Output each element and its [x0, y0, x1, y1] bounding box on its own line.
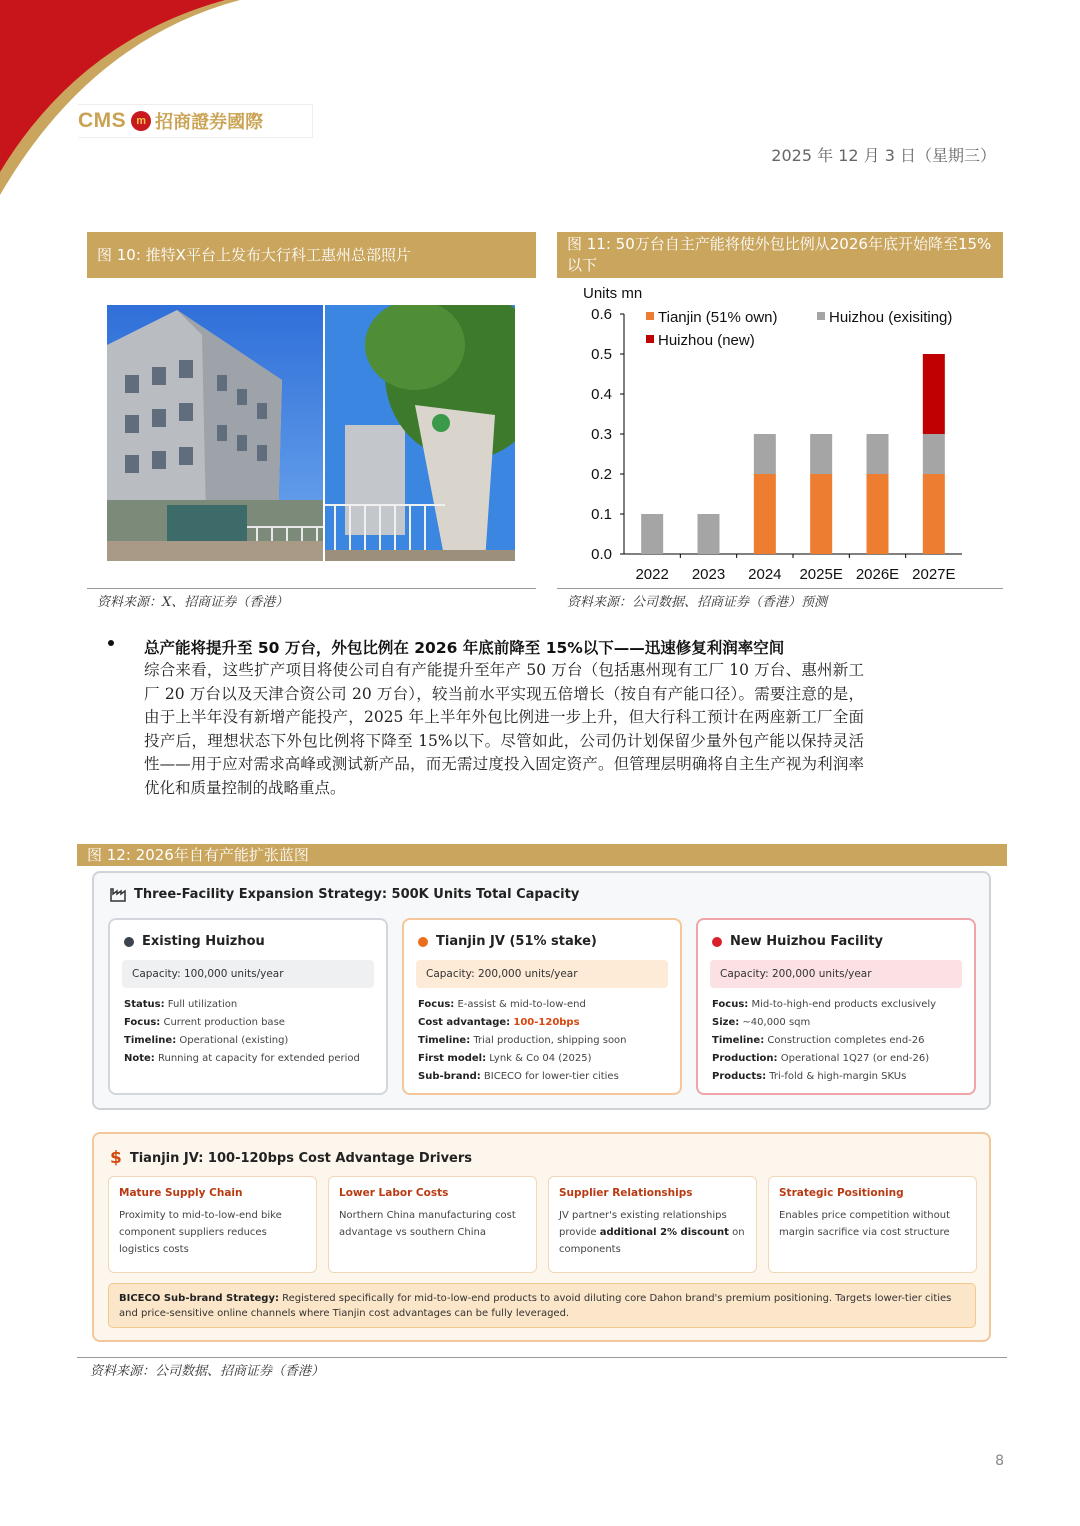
bullet-body: 综合来看，这些扩产项目将使公司自有产能提升至年产 50 万台（包括惠州现有工厂 10 万台、惠州新工厂 20 万台以及天津合资公司 20 万台），较当前水平实现五倍增长（按自有产能口径）。需要注意的是，由于上半年没有新增产能投产，2025 年上半年外包比例进一步上升，但大行科工预计在两座新工厂全面投产后，理想状态下外包比例将下降至 15%以下。尽管如此，公司仍计划保留少量外包产能以保持灵活性——用于应对需求高峰或测试新产品，而无需过度投入固定资产。但管理层明确将自主生产视为利润率优化和质量控制的战略重点。	[144, 661, 864, 797]
legend-swatch	[817, 312, 825, 320]
company-logo	[78, 104, 313, 138]
legend-swatch	[646, 312, 654, 320]
driver-card	[768, 1176, 977, 1273]
cost-header	[110, 1148, 472, 1168]
logo-chinese: 招商證券國際	[155, 112, 264, 133]
bullet-title: 总产能将提升至 50 万台，外包比例在 2026 年底前降至 15%以下——迅速修复利润率空间	[144, 639, 785, 657]
biceco-text: Registered specifically for mid-to-low-end products to avoid diluting core Dahon brand's premium positioning. Targets lower-tier cities and price-sensitive online channels where Tianjin cost advantages can be fully leveraged.	[119, 1293, 952, 1319]
facility-details: Focus: E-assist & mid-to-low-end Cost advantage: 100-120bps Timeline: Trial production, shipping soon First model: Lynk & Co 04 (2025) Sub-brand: BICECO for lower-tier cities	[418, 999, 627, 1082]
driver-desc: Northern China manufacturing cost advantage vs southern China	[339, 1210, 516, 1238]
bar-segment	[810, 434, 832, 474]
fig10-rule	[87, 588, 536, 589]
driver-desc: Proximity to mid-to-low-end bike component suppliers reduces logistics costs	[119, 1210, 282, 1255]
driver-title: Mature Supply Chain	[119, 1187, 243, 1199]
driver-card	[328, 1176, 537, 1273]
fig11-source: 资料来源：公司数据、招商证券（香港）预测	[567, 595, 828, 610]
status-dot-icon	[712, 937, 722, 947]
x-tick-label: 2023	[691, 566, 726, 583]
driver-title: Lower Labor Costs	[339, 1187, 449, 1199]
fig11-title: 图 11: 50万台自主产能将使外包比例从2026年底开始降至15%以下	[557, 232, 1003, 278]
y-tick-label: 0.3	[591, 426, 612, 443]
facility-card-existing-huizhou	[108, 918, 388, 1095]
bar-segment	[754, 434, 776, 474]
driver-title: Strategic Positioning	[779, 1187, 904, 1199]
biceco-label: BICECO Sub-brand Strategy:	[119, 1293, 279, 1304]
strategy-header	[110, 887, 579, 902]
bar-segment	[810, 474, 832, 554]
report-date: 2025 年 12 月 3 日（星期三）	[771, 146, 996, 165]
y-tick-label: 0.2	[591, 466, 612, 483]
x-tick-label: 2025E	[799, 566, 843, 583]
cost-advantage-highlight: 100-120bps	[513, 1017, 580, 1028]
bar-segment	[867, 434, 889, 474]
facility-name: Existing Huizhou	[142, 934, 265, 949]
bullet-marker	[108, 640, 114, 646]
y-tick-label: 0.1	[591, 506, 612, 523]
dollar-icon: $	[110, 1148, 122, 1168]
bar-segment	[923, 474, 945, 554]
bar-segment	[923, 434, 945, 474]
x-tick-label: 2024	[748, 566, 782, 583]
logo-latin: CMS	[78, 109, 127, 132]
facility-capacity: Capacity: 200,000 units/year	[710, 960, 962, 988]
logo-mark-icon: m	[131, 111, 151, 131]
bar-segment	[698, 514, 720, 554]
capacity-chart	[557, 280, 1003, 588]
y-tick-label: 0.5	[591, 346, 612, 363]
x-tick-label: 2027E	[912, 566, 956, 583]
facility-name: New Huizhou Facility	[730, 934, 884, 949]
driver-desc: Enables price competition without margin sacrifice via cost structure	[779, 1210, 951, 1238]
strategy-title: Three-Facility Expansion Strategy: 500K Units Total Capacity	[134, 887, 580, 902]
legend-label: Huizhou (new)	[658, 332, 755, 349]
driver-desc: JV partner's existing relationships provide additional 2% discount on components	[559, 1210, 745, 1255]
y-tick-label: 0.6	[591, 306, 612, 323]
fig11-rule	[557, 588, 1003, 589]
status-dot-icon	[124, 937, 134, 947]
bar-segment	[923, 354, 945, 434]
status-dot-icon	[418, 937, 428, 947]
x-tick-label: 2022	[635, 566, 669, 583]
bar-segment	[867, 474, 889, 554]
legend-label: Tianjin (51% own)	[658, 309, 778, 326]
facility-details: Status: Full utilization Focus: Current production base Timeline: Operational (existing) Note: Running at capacity for extended period	[124, 999, 360, 1064]
bar-segment	[754, 474, 776, 554]
cost-title: Tianjin JV: 100-120bps Cost Advantage Drivers	[129, 1150, 473, 1166]
y-tick-label: 0.4	[591, 386, 612, 403]
driver-card	[108, 1176, 317, 1273]
fig12-title: 图 12: 2026年自有产能扩张蓝图	[77, 844, 1007, 866]
building-photo-right	[325, 305, 515, 561]
fig10-source: 资料来源：X、招商证券（香港）	[97, 595, 289, 610]
facility-card-tianjin-jv	[402, 918, 682, 1095]
y-tick-label: 0.0	[591, 546, 612, 563]
building-photo-left	[107, 305, 323, 561]
driver-title: Supplier Relationships	[559, 1187, 693, 1199]
fig12-rule	[77, 1357, 1007, 1358]
biceco-strategy-note	[108, 1283, 976, 1328]
factory-icon	[110, 887, 126, 902]
facility-card-new-huizhou	[696, 918, 976, 1095]
corner-decoration	[0, 0, 240, 200]
fig10-title: 图 10: 推特X平台上发布大行科工惠州总部照片	[87, 232, 536, 278]
driver-card	[548, 1176, 757, 1273]
facility-capacity: Capacity: 100,000 units/year	[122, 960, 374, 988]
facility-capacity: Capacity: 200,000 units/year	[416, 960, 668, 988]
fig12-source: 资料来源：公司数据、招商证券（香港）	[90, 1364, 325, 1379]
x-tick-label: 2026E	[855, 566, 900, 583]
chart-y-axis-label: Units mn	[583, 285, 643, 302]
legend-label: Huizhou (exisiting)	[829, 309, 953, 326]
legend-swatch	[646, 335, 654, 343]
bar-segment	[641, 514, 663, 554]
page-number: 8	[995, 1453, 1004, 1469]
facility-name: Tianjin JV (51% stake)	[436, 934, 597, 949]
facility-details: Focus: Mid-to-high-end products exclusively Size: ~40,000 sqm Timeline: Construction completes end-26 Production: Operational 1Q27 (or end-26) Products: Tri-fold & high-margin SKUs	[712, 999, 937, 1082]
